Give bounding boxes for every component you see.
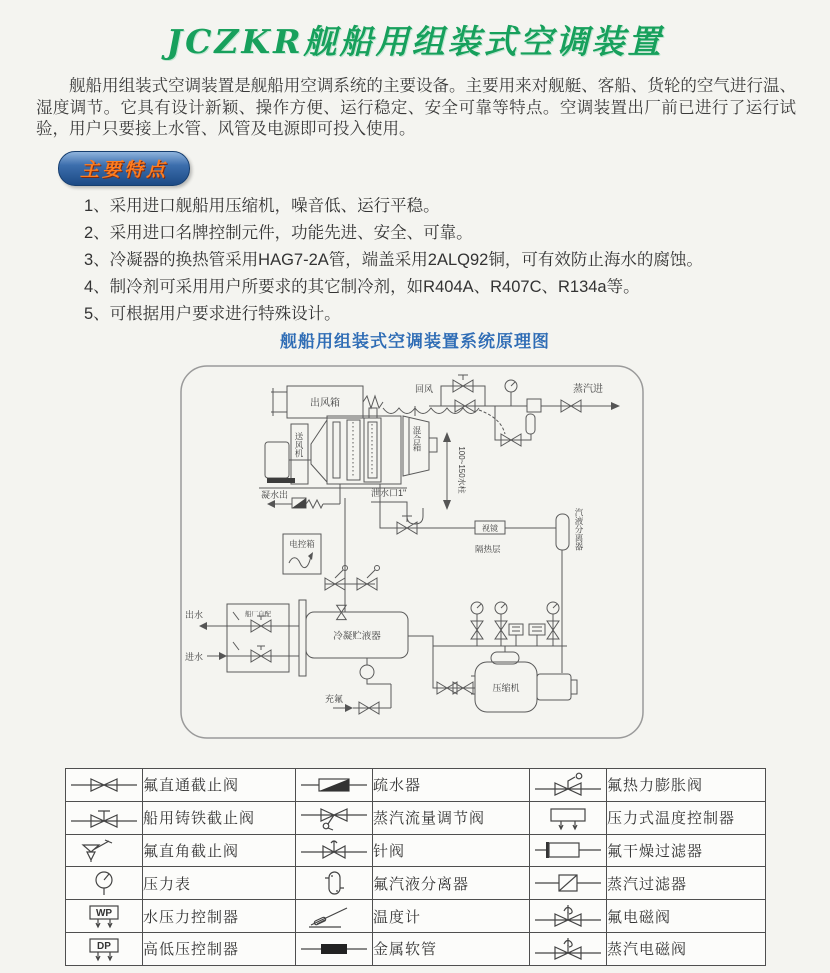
thermometer-icon: [296, 900, 373, 933]
drain-port: [371, 487, 423, 524]
svg-text:充氟: 充氟: [325, 694, 344, 704]
legend-label: 疏水器: [373, 769, 530, 802]
return-air-label: 回风: [415, 384, 434, 394]
condenser-receiver: [289, 498, 408, 684]
bypass-curve: [479, 410, 505, 434]
legend-row: [66, 867, 766, 900]
intro-paragraph: 舰船用组装式空调装置是舰船用空调系统的主要设备。主要用来对舰艇、客船、货轮的空气进行温、湿度调节。它具有设计新颖、操作方便、运行稳定、安全可靠等特点。空调装置出厂前已进行了运行试验，用户只要接上水管、风管及电源即可投入使用。: [36, 77, 796, 138]
drip-line: [383, 408, 479, 414]
sight-glass-label: 视镜: [482, 524, 498, 533]
legend-label: 氟直通截止阀: [143, 769, 296, 802]
feature-item: 4、制冷剂可采用用户所要求的其它制冷剂，如R404A、R407C、R134a等。: [84, 278, 640, 296]
steam-flow-regulating-valve-icon: [296, 801, 373, 834]
legend-label: 压力表: [143, 867, 296, 900]
compressor: [471, 652, 577, 712]
high-low-pressure-controller-icon: [66, 932, 143, 965]
marine-cast-iron-stop-valve-icon: [66, 801, 143, 834]
legend-row: [66, 801, 766, 834]
pressure-gauge-icon: [66, 867, 143, 900]
air-outlet-box: [271, 386, 383, 418]
legend-label: 蒸汽过滤器: [607, 867, 766, 900]
electric-control-box: [283, 534, 321, 574]
steam-solenoid-valve-icon: [530, 932, 607, 965]
feature-item: 2、采用进口名牌控制元件，功能先进、安全、可靠。: [84, 224, 473, 242]
svg-text:冷凝贮液器: 冷凝贮液器: [333, 631, 381, 642]
feature-item: 3、冷凝器的换热管采用HAG7-2A管，端盖采用2ALQ92铜，可有效防止海水的腐蚀。: [84, 251, 703, 269]
gauge-manifold: [471, 602, 567, 652]
legend-label: 蒸汽电磁阀: [607, 932, 766, 965]
legend-row: [66, 932, 766, 965]
svg-text:压缩机: 压缩机: [492, 683, 520, 693]
charge-fluorine: [325, 684, 391, 714]
water-column-dimension: [443, 432, 467, 510]
legend-row: [66, 834, 766, 867]
water-in-label: 进水: [185, 652, 204, 662]
gas-liquid-separator-icon: [296, 867, 373, 900]
legend-label: 氟热力膨胀阀: [607, 769, 766, 802]
legend-table: [65, 768, 766, 966]
legend-label: 蒸汽流量调节阀: [373, 801, 530, 834]
steam-in-label: 蒸汽进: [573, 384, 603, 395]
features-badge: [58, 151, 190, 186]
legend-row: [66, 900, 766, 933]
solenoid-valve-icon: [530, 900, 607, 933]
drying-filter-icon: [530, 834, 607, 867]
suction-line: [380, 484, 556, 554]
svg-text:WP: WP: [95, 908, 113, 920]
svg-text:泄水口1": 泄水口1": [371, 488, 407, 498]
angle-stop-valve-icon: [66, 834, 143, 867]
liquid-line: [408, 636, 475, 694]
mixing-box: [403, 416, 437, 476]
evaporator-section: [327, 408, 401, 484]
legend-label: 高低压控制器: [143, 932, 296, 965]
system-diagram: [175, 358, 653, 746]
legend-label: 氟干燥过滤器: [607, 834, 766, 867]
page-title: JCZKR舰船用组装式空调装置: [166, 22, 664, 61]
feature-item: 1、采用进口舰船用压缩机，噪音低、运行平稳。: [84, 197, 440, 215]
shipyard-water-box: [185, 604, 289, 672]
metal-hose-icon: [296, 932, 373, 965]
legend-label: 船用铸铁截止阀: [143, 801, 296, 834]
diagram-title: 舰船用组装式空调装置系统原理图: [280, 332, 550, 351]
insulation-label: 隔热层: [475, 544, 501, 554]
svg-text:送风机: 送风机: [294, 432, 304, 458]
svg-text:汽液分离器: 汽液分离器: [574, 508, 584, 551]
legend-label: 金属软管: [373, 932, 530, 965]
svg-text:100~150水柱: 100~150水柱: [457, 446, 466, 494]
needle-valve-icon: [296, 834, 373, 867]
legend-row: [66, 769, 766, 802]
features-list: [84, 193, 794, 328]
pressure-temperature-controller-icon: [530, 801, 607, 834]
features-badge-label: 主要特点: [79, 160, 168, 181]
thermal-expansion-valve-icon: [530, 769, 607, 802]
water-out-label: 出水: [185, 610, 204, 620]
steam-trap-icon: [296, 769, 373, 802]
straight-stop-valve-icon: [66, 769, 143, 802]
feature-item: 5、可根据用户要求进行特殊设计。: [84, 305, 341, 323]
diagram-border: [181, 366, 643, 738]
steam-filter-icon: [530, 867, 607, 900]
water-pressure-controller-icon: [66, 900, 143, 933]
legend-label: 温度计: [373, 900, 530, 933]
legend-label: 氟电磁阀: [607, 900, 766, 933]
gas-liquid-separator: [556, 507, 584, 673]
svg-text:凝水出: 凝水出: [261, 490, 289, 500]
legend-label: 水压力控制器: [143, 900, 296, 933]
svg-text:DP: DP: [97, 940, 111, 952]
legend-label: 针阀: [373, 834, 530, 867]
svg-text:混合箱: 混合箱: [412, 426, 422, 452]
svg-text:出风箱: 出风箱: [310, 398, 340, 409]
legend-label: 压力式温度控制器: [607, 801, 766, 834]
svg-text:电控箱: 电控箱: [289, 539, 315, 549]
legend-label: 氟直角截止阀: [143, 834, 296, 867]
svg-text:船厂自配: 船厂自配: [245, 611, 271, 618]
legend-label: 氟汽液分离器: [373, 867, 530, 900]
